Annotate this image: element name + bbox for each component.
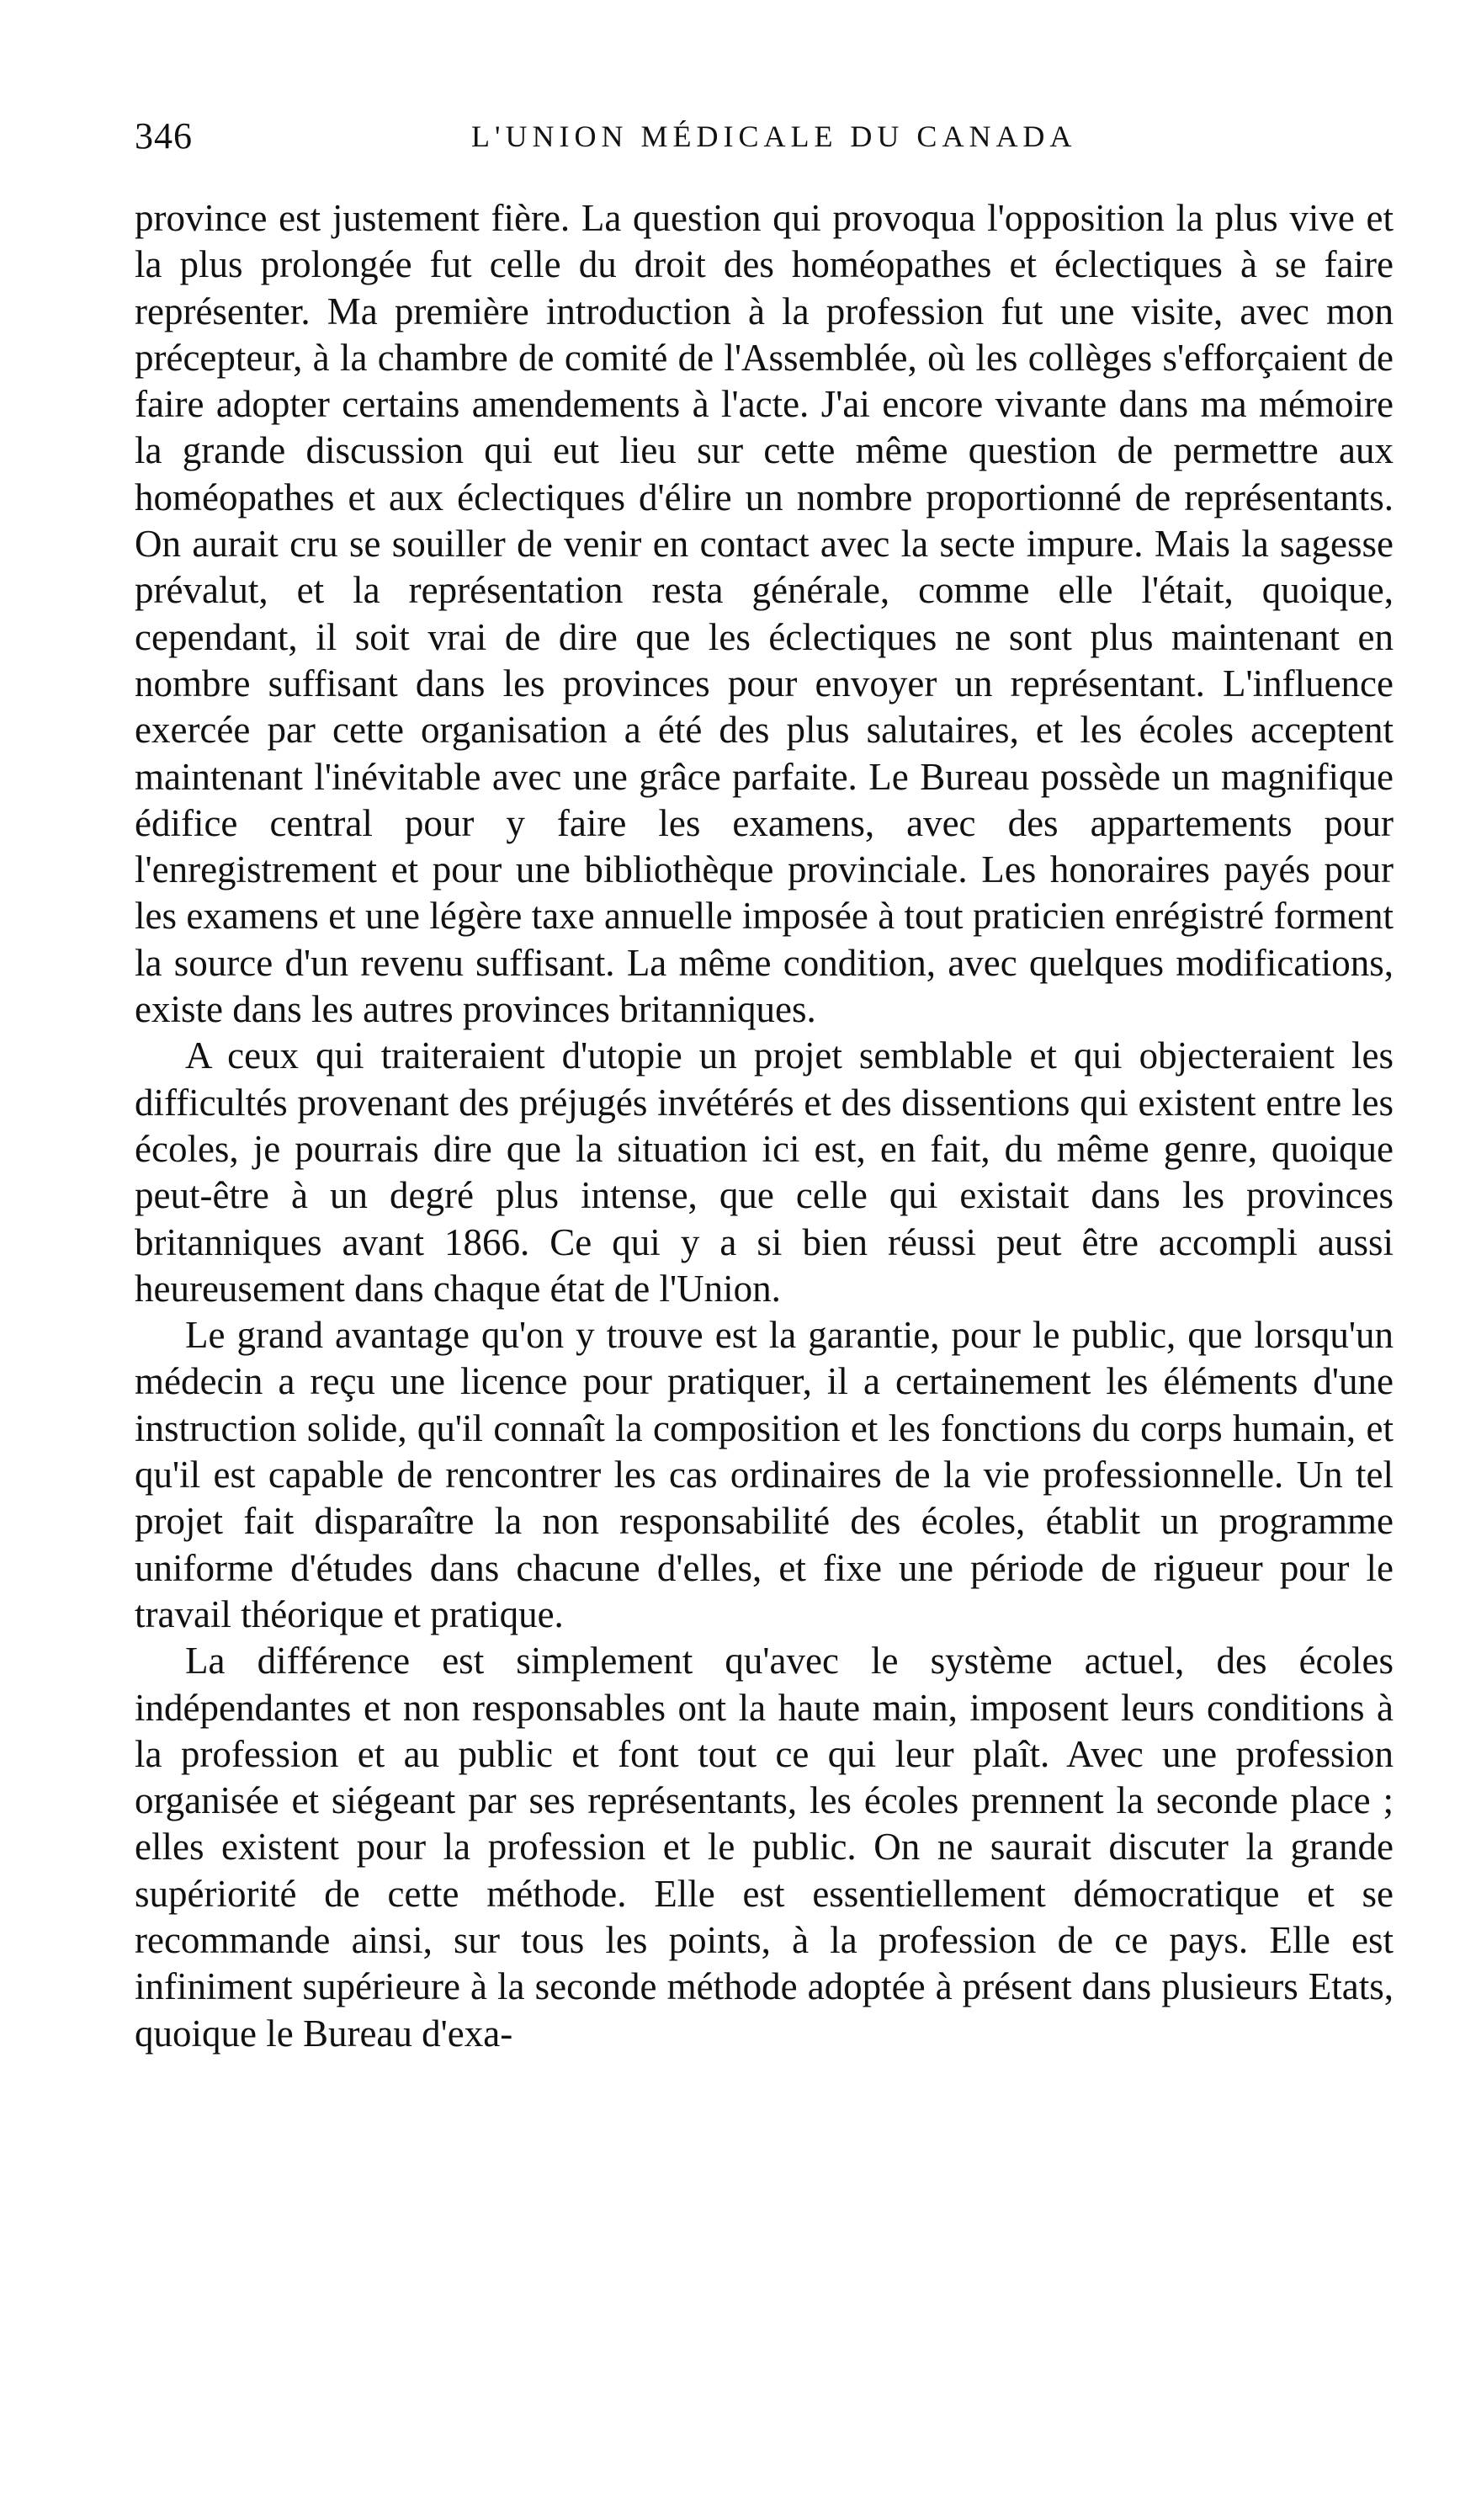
paragraph-continued: province est justement fière. La question qui provoqua l'opposition la plus vive et la plus prolongée fut celle du droit des homéopathes et éclectiques à se faire représenter. Ma première introduction à la profession fut une visite, avec mon précepteur, à la chambre de comité de l'Assemblée, où les collèges s'efforçaient de faire adopter certains amendements à l'acte. J'ai encore vivante dans ma mémoire la grande discussion qui eut lieu sur cette même question de permettre aux homéopathes et aux éclectiques d'élire un nombre proportionné de représentants. On aurait cru se souiller de venir en contact avec la secte impure. Mais la sagesse prévalut, et la représentation resta générale, comme elle l'était, quoique, cependant, il soit vrai de dire que les éclectiques ne sont plus maintenant en nombre suffisant dans les provinces pour envoyer un représentant. L'influence exercée par cette organisation a été des plus salutaires, et les écoles acceptent maintenant l'inévitable avec une grâce parfaite. Le Bureau possède un magnifique édifice central pour y faire les examens, avec des appartements pour l'enregistrement et pour une bibliothèque provinciale. Les honoraires payés pour les examens et une légère taxe annuelle imposée à tout praticien enrégistré forment la source d'un revenu suffisant. La même condition, avec quelques modifications, existe dans les autres provinces britanniques. [135,197,1394,1031]
journal-title: L'UNION MÉDICALE DU CANADA [471,120,1077,153]
paragraph: Le grand avantage qu'on y trouve est la garantie, pour le public, que lorsqu'un médecin a reçu une licence pour pratiquer, il a certainement les éléments d'une instruction solide, qu'il connaît la composition et les fonctions du corps humain, et qu'il est capable de rencontrer les cas ordinaires de la vie professionnelle. Un tel projet fait disparaître la non responsabilité des écoles, établit un programme uniforme d'études dans chacune d'elles, et fixe une période de rigueur pour le travail théorique et pratique. [135,1314,1394,1635]
article-body [135,195,1394,2057]
paragraph: La différence est simplement qu'avec le système actuel, des écoles indépendantes et non responsables ont la haute main, imposent leurs conditions à la profession et au public et font tout ce qui leur plaît. Avec une profession organisée et siégeant par ses représentants, les écoles prennent la seconde place ; elles existent pour la profession et le public. On ne saurait discuter la grande supériorité de cette méthode. Elle est essentiellement démocratique et se recommande ainsi, sur tous les points, à la profession de ce pays. Elle est infiniment supérieure à la seconde méthode adoptée à présent dans plusieurs Etats, quoique le Bureau d'exa- [135,1640,1394,2055]
running-header [135,111,1380,162]
page-number: 346 [135,115,193,157]
paragraph: A ceux qui traiteraient d'utopie un projet semblable et qui objecteraient les difficultés provenant des préjugés invétérés et des dissentions qui existent entre les écoles, je pourrais dire que la situation ici est, en fait, du même genre, quoique peut-être à un degré plus intense, que celle qui existait dans les provinces britanniques avant 1866. Ce qui y a si bien réussi peut être accompli aussi heureusement dans chaque état de l'Union. [135,1034,1394,1310]
